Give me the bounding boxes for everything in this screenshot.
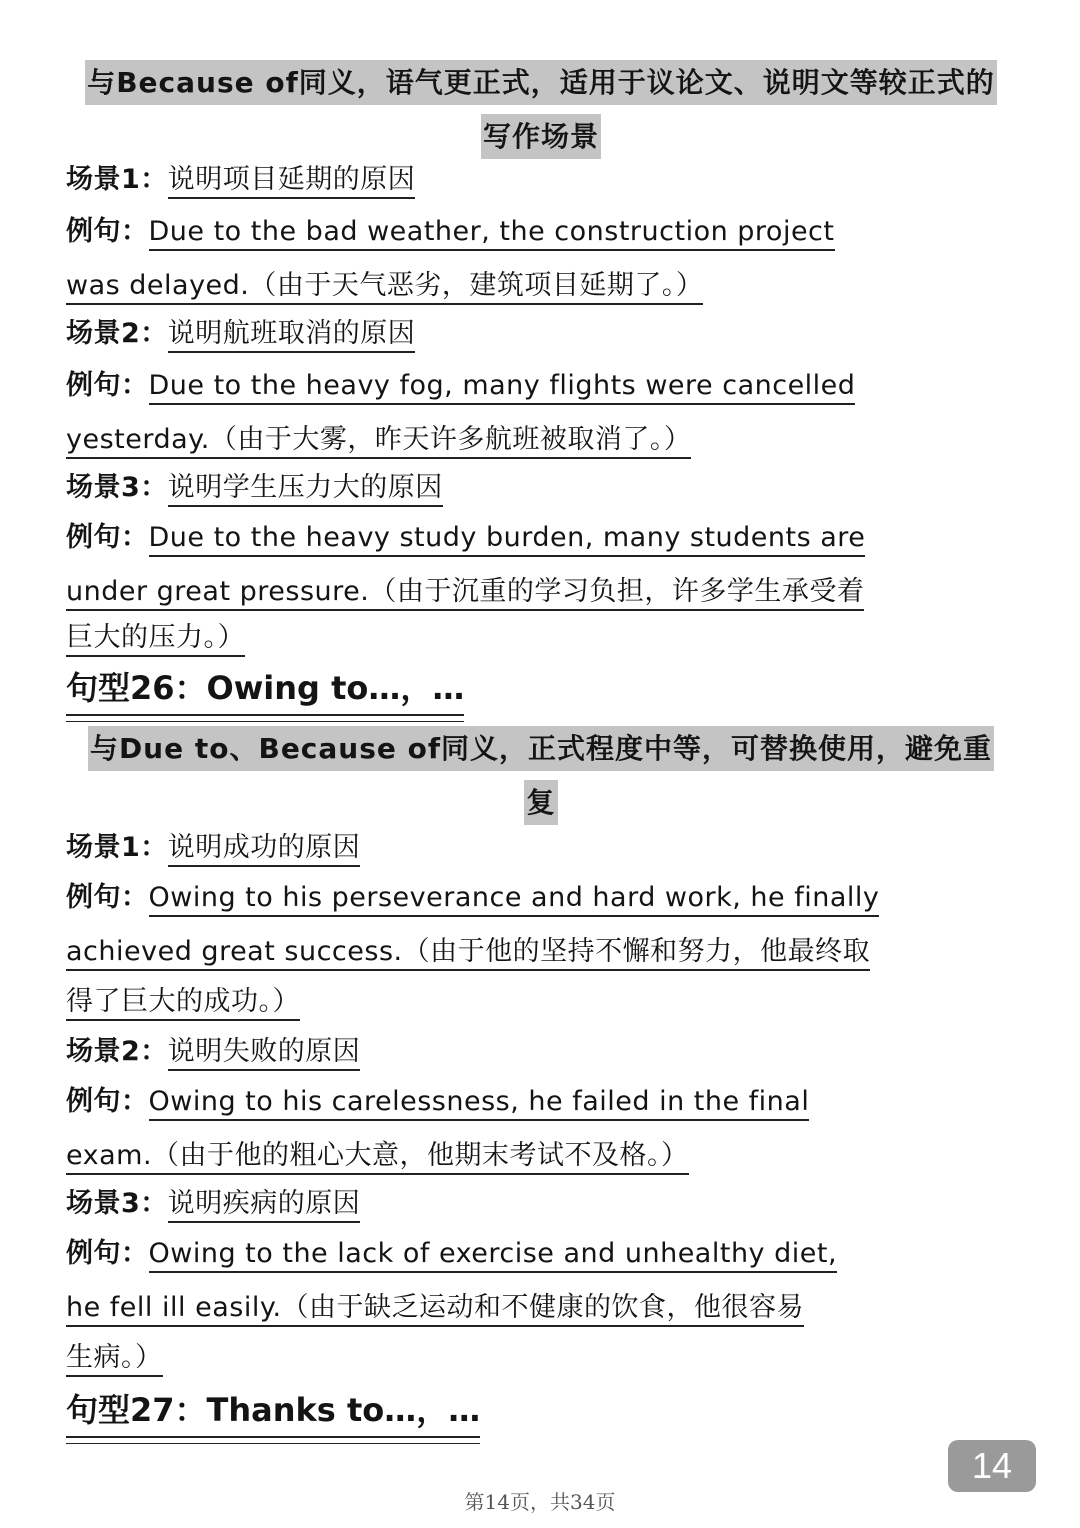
example-line bbox=[66, 518, 865, 558]
example-line bbox=[66, 1338, 163, 1378]
pattern-heading: 句型27：Thanks to…，… bbox=[66, 1388, 480, 1438]
example-english: exam. bbox=[66, 1140, 152, 1175]
scene-label: 场景2： bbox=[66, 1036, 168, 1067]
scene-title: 说明项目延期的原因 bbox=[168, 164, 416, 199]
example-line bbox=[66, 932, 870, 972]
example-english: achieved great success. bbox=[66, 936, 403, 971]
usage-note bbox=[80, 722, 1002, 830]
example-english: Due to the heavy study burden, many students are bbox=[149, 522, 866, 557]
scene-heading bbox=[66, 1184, 360, 1224]
example-chinese: 生病。） bbox=[66, 1342, 163, 1377]
example-english: Owing to his perseverance and hard work, he finally bbox=[149, 882, 880, 917]
scene-label: 场景2： bbox=[66, 318, 168, 349]
example-chinese: （由于天气恶劣，建筑项目延期了。） bbox=[249, 270, 703, 305]
example-line bbox=[66, 1082, 809, 1122]
scene-heading bbox=[66, 828, 360, 868]
example-line bbox=[66, 420, 691, 460]
example-chinese: （由于他的粗心大意，他期末考试不及格。） bbox=[152, 1140, 689, 1175]
example-label: 例句： bbox=[66, 1086, 149, 1117]
example-english: Owing to his carelessness, he failed in the final bbox=[149, 1086, 810, 1121]
example-chinese: （由于他的坚持不懈和努力，他最终取 bbox=[403, 936, 871, 971]
pattern-heading: 句型26：Owing to…，… bbox=[66, 666, 464, 716]
usage-note-text: 与Because of同义，语气更正式，适用于议论文、说明文等较正式的写作场景 bbox=[85, 60, 997, 159]
scene-title: 说明航班取消的原因 bbox=[168, 318, 416, 353]
example-line bbox=[66, 572, 864, 612]
scene-heading bbox=[66, 160, 415, 200]
example-english: Owing to the lack of exercise and unhealthy diet, bbox=[149, 1238, 838, 1273]
example-line bbox=[66, 366, 855, 406]
example-english: was delayed. bbox=[66, 270, 249, 305]
scene-title: 说明成功的原因 bbox=[168, 832, 361, 867]
example-label: 例句： bbox=[66, 522, 149, 553]
example-line bbox=[66, 982, 300, 1022]
example-chinese: （由于大雾，昨天许多航班被取消了。） bbox=[210, 424, 692, 459]
example-line bbox=[66, 1136, 689, 1176]
example-line bbox=[66, 212, 835, 252]
example-line bbox=[66, 1234, 837, 1274]
usage-note-text: 与Due to、Because of同义，正式程度中等，可替换使用，避免重复 bbox=[88, 726, 994, 825]
scene-heading bbox=[66, 314, 415, 354]
page-number-badge: 14 bbox=[948, 1440, 1036, 1492]
usage-note bbox=[80, 56, 1002, 164]
example-chinese: 巨大的压力。） bbox=[66, 622, 245, 657]
example-line bbox=[66, 1288, 804, 1328]
example-english: under great pressure. bbox=[66, 576, 369, 611]
example-label: 例句： bbox=[66, 216, 149, 247]
scene-heading bbox=[66, 468, 443, 508]
example-english: Due to the bad weather, the construction project bbox=[149, 216, 835, 251]
scene-label: 场景1： bbox=[66, 164, 168, 195]
example-chinese: （由于缺乏运动和不健康的饮食，他很容易 bbox=[282, 1292, 805, 1327]
example-english: he fell ill easily. bbox=[66, 1292, 282, 1327]
scene-heading bbox=[66, 1032, 360, 1072]
example-line bbox=[66, 618, 245, 658]
example-line bbox=[66, 266, 703, 306]
scene-label: 场景3： bbox=[66, 472, 168, 503]
example-label: 例句： bbox=[66, 882, 149, 913]
example-chinese: （由于沉重的学习负担，许多学生承受着 bbox=[369, 576, 864, 611]
example-english: yesterday. bbox=[66, 424, 210, 459]
scene-title: 说明失败的原因 bbox=[168, 1036, 361, 1071]
example-chinese: 得了巨大的成功。） bbox=[66, 986, 300, 1021]
page-footer: 第14页，共34页 bbox=[464, 1490, 616, 1514]
example-english: Due to the heavy fog, many flights were cancelled bbox=[149, 370, 856, 405]
scene-title: 说明疾病的原因 bbox=[168, 1188, 361, 1223]
example-label: 例句： bbox=[66, 370, 149, 401]
scene-title: 说明学生压力大的原因 bbox=[168, 472, 443, 507]
example-line bbox=[66, 878, 879, 918]
example-label: 例句： bbox=[66, 1238, 149, 1269]
scene-label: 场景3： bbox=[66, 1188, 168, 1219]
scene-label: 场景1： bbox=[66, 832, 168, 863]
